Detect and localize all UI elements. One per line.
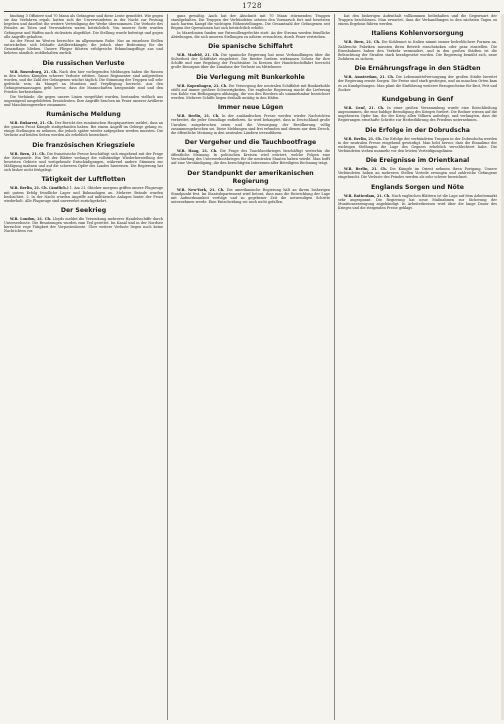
dateline: W.B. Berlin, 21. Ch. — [344, 167, 387, 172]
dateline: W.B. Amsterdam, 21. Ch. — [344, 75, 395, 80]
article-headline: Die französischen Kriegsziele — [32, 141, 135, 149]
paragraph-text: Die Versorgung der neutralen Schiffahrt mit Bunkerkohle stößt auf immer größere Schwierigkeiten. Die englische Regierung macht die Lieferung von Kohle von Bedingungen abhängig, die von den Reedern als unannehmbar bezeichnet werden. Mehrere Schiffe liegen deshalb untätig in den Häfen. — [171, 83, 330, 101]
paragraph-text: bindung 3 Offiziere und 70 Mann als Gefangene und diese Leute gemeldet. Wie gegen sie das Verfahren ergab, hatten sich die Unverwundeten in der Nacht zur Festung begeben und daselbst die weitere Verteidigung der Werke übernommen. Die Verluste des Feindes an Toten und Verwundeten waren beträchtlich. Von unserer Seite wurden Gefangene und Waffen nach rückwärts abgeführt. Die Stellung wurde befestigt und gegen alle Angriffe gehalten. — [4, 14, 163, 39]
article-headline: Italiens Kohlenvorsorgung — [371, 30, 464, 38]
article-headline: Tätigkeit der Luftflotten — [41, 176, 126, 184]
article-headline: Kundgebung in Genf — [381, 95, 454, 103]
column-2 — [171, 14, 330, 720]
paragraph-text: Die Lebensmittelversorgung der großen Städte bereitet der Regierung ernste Sorgen. Die Preise sind stark gestiegen, und an manchen Orten kam es zu Kundgebungen. Man plant die Einführung weiterer Bezugsscheine für Brot, Fett und Zucker. — [338, 75, 497, 92]
article-paragraph — [171, 149, 330, 166]
article-paragraph — [4, 121, 163, 138]
dateline: W.B. Berlin, 21. Ch. — [177, 114, 220, 119]
dateline: W.B. Berlin, 21. Ch. (Amtlich.) — [10, 186, 69, 191]
paragraph-text: Die Verbände, die gegen unsere Linien vorgeführt wurden, bestanden vielfach aus ungenügend ausgebildeten Ersatzleuten. Ihre Angriffe brachen im Feuer unserer Artillerie und Maschinengewehre zusammen. — [4, 94, 163, 107]
paragraph-text: hat den bisherigen Aufenthalt vollkommen beibehalten und die Gegenwart der Truppen beschlossen. Man erwartet, dass die Verhandlungen in den nächsten Tagen zu einem Ergebnis führen werden. — [338, 14, 497, 27]
paragraph-text: Die französische Presse beschäftigt sich eingehend mit der Frage der Kriegsziele. Ein Teil der Blätter verlangt die vollständige Wiederherstellung der besetzten Gebiete und weitgehende Entschädigungen, während andere Stimmen zur Mäßigung mahnen und auf die schweren Opfer des Landes hinweisen. Die Regierung hat sich bisher nicht festgelegt. — [4, 151, 163, 173]
column-divider — [334, 14, 335, 720]
dateline: W.B. Madrid, 21. Ch. — [177, 52, 220, 57]
article-paragraph — [338, 167, 497, 179]
article-paragraph — [338, 106, 497, 123]
paragraph-text: Die spanische Regierung hat neue Verhandlungen über die Sicherheit der Schiffahrt eingeleitet. Die Reeder fordern wirksamen Schutz für ihre Schiffe und eine Regelung der Frachtsätze. In Kreisen der Handelsschiffahrt herrscht große Besorgnis über die Zunahme der Verluste im Mittelmeer. — [171, 52, 330, 70]
paragraph-text: In Mazedonien fanden nur Patrouillengefechte statt. An der Struma wurden feindliche Abteilungen, die sich unseren Stellungen zu nähern versuchten, durch Feuer vertrieben. — [171, 30, 330, 39]
paragraph-text: Lloyds meldet die Versenkung mehrerer Handelsschiffe durch Unterseeboote. Die Besatzungen wurden zum Teil gerettet. Im Kanal und in der Nordsee herrschte rege Tätigkeit der Vorpostenboote. Über weitere Verluste liegen noch keine Nachrichten vor. — [4, 217, 163, 234]
paragraph-text: 1. Am 21. Oktober morgens griffen unsere Flugzeuge mit gutem Erfolg feindliche Lager und Bahnanlagen an. Mehrere Brände wurden beobachtet. 2. In der Nacht wurden Angriffe auf militärische Anlagen hinter der Front wiederholt. Alle Flugzeuge sind unversehrt zurückgekehrt. — [4, 186, 163, 203]
paragraph-text: Nach englischen Blättern ist die Lage auf dem Arbeitsmarkt sehr angespannt. Die Regierung hat neue Maßnahmen zur Sicherung der Munitionserzeugung angekündigt. In Arbeiterkreisen wird über die lange Dauer des Krieges und die steigenden Preise geklagt. — [338, 193, 497, 211]
article-headline: Die Ereignisse im Orientkanal — [365, 157, 470, 165]
column-divider — [167, 14, 168, 720]
column-1 — [4, 14, 163, 720]
article-headline: Englands Sorgen und Nöte — [371, 183, 464, 191]
dateline: W.B. New-York, 21. Ch. — [177, 187, 225, 192]
article-paragraph — [4, 152, 163, 173]
dateline: W.B. London, 21. Ch. — [10, 217, 52, 221]
article-paragraph — [338, 137, 497, 154]
dateline: W.B. Genf, 21. Ch. — [344, 105, 385, 110]
dateline: W.B. Rotterdam, 21. Ch. — [344, 193, 391, 198]
paragraph-text: Die Kämpfe im Orient nehmen ihren Fortgang. Unsere Verbündeten haben an mehreren Stellen Vorteile errungen und zahlreiche Gefangene eingebracht. Die Verluste des Feindes werden als sehr schwer bezeichnet. — [338, 167, 497, 180]
article-paragraph — [338, 14, 497, 26]
paragraph-text: Die Kohlennot in Italien nimmt immer bedrohlichere Formen an. Zahlreiche Fabriken mussten ihren Betrieb einschränken oder ganz einstellen. Die Eisenbahnen haben den Verkehr vermindert, und in den großen Städten ist die Beleuchtung der Straßen stark herabgesetzt worden. Die Regierung bemüht sich, neue Zufuhren zu sichern. — [338, 40, 497, 62]
article-paragraph — [171, 188, 330, 205]
paragraph-text: Nach den hier vorliegenden Meldungen haben die Russen in den letzten Kämpfen schwere Verluste erlitten. Ganze Regimenter sind aufgerieben worden, und die Zahl der Gefangenen wächst täglich. Die Stimmung der Truppen soll sehr gedrückt sein, da Mangel an Munition und Verpflegung herrscht. Aus den Gefangenenaussagen geht hervor, dass die Mannschaften kriegsmüde sind und den Frieden herbeisehnen. — [4, 69, 163, 95]
paragraph-text: An der Front im Westen herrschte im allgemeinen Ruhe. Nur an einzelnen Stellen entwickelten sich lebhafte Artilleriekämpfe, die jedoch ohne Bedeutung für die Gesamtlage blieben. Unsere Flieger führten erfolgreiche Erkundungsflüge aus und kehrten sämtlich wohlbehalten zurück. — [4, 38, 163, 56]
paragraph-text: In der ausländischen Presse werden wieder Nachrichten verbreitet, die jeder Grundlage entbehren. So wird behauptet, dass in Deutschland große Unruhen ausgebrochen seien und die Versorgung der Bevölkerung völlig zusammengebrochen sei. Diese Meldungen sind frei erfunden und dienen nur dem Zweck, die öffentliche Meinung in den neutralen Ländern irrezuführen. — [171, 114, 330, 135]
article-paragraph — [4, 95, 163, 107]
article-headline: Der Vergeher und die Tauchbootfrage — [184, 138, 317, 146]
dateline: W.B. Bern, 21. Ch. — [344, 40, 381, 45]
article-paragraph — [338, 40, 497, 61]
article-headline: Immer neue Lügen — [217, 104, 284, 112]
paragraph-text: Die Frage des Tauchbootkrieges beschäftigt weiterhin die öffentliche Meinung. In politischen Kreisen wird erörtert, welche Folgen eine Verschärfung des Unterseebootkrieges für die neutralen Staaten haben würde. Man hofft auf eine Verständigung, die den berechtigten Interessen aller Beteiligten Rechnung trägt. — [171, 148, 330, 166]
dateline: W.B. Berlin, 21. Ch. — [344, 136, 382, 141]
article-paragraph — [171, 14, 330, 31]
article-paragraph — [4, 217, 163, 234]
paragraph-text: ganz gewaltig. Auch hat der Abschnitt mit 70 Mann stürmenden Truppen standgehalten. Die Truppen der Verbündeten setzten den Vormarsch fort und besetzten nach hartem Kampf die wichtigen Höhenstellungen. Die Gesamtzahl der Gefangenen seit Beginn der Operationen hat sich beträchtlich erhöht. — [171, 14, 330, 31]
page-number: 1728 — [242, 2, 262, 10]
article-paragraph — [4, 186, 163, 203]
article-headline: Die russischen Verluste — [42, 59, 125, 67]
article-headline: Der Seekrieg — [60, 207, 107, 214]
dateline: W.B. Bukarest, 21. Ch. — [10, 120, 54, 125]
article-paragraph — [4, 39, 163, 56]
column-3 — [338, 14, 497, 720]
dateline: W.B. Kopenhagen, 21. Ch. — [177, 83, 228, 88]
article-paragraph — [171, 31, 330, 39]
dateline: W.B. Haag, 21. Ch. — [177, 148, 218, 153]
article-paragraph — [338, 75, 497, 92]
article-headline: Die Ernährungsfrage in den Städten — [354, 65, 481, 73]
paragraph-text: Der Bericht des rumänischen Hauptquartiers meldet, dass an der ganzen Front Kämpfe stattgefunden haben. Bei einem Angriff im Gebirge gelang es, einige Stellungen zu nehmen, die jedoch später wieder aufgegeben werden mussten. Die Verluste auf beiden Seiten werden als erheblich bezeichnet. — [4, 120, 163, 138]
article-headline: Rumänische Meldung — [46, 110, 121, 118]
article-paragraph — [4, 70, 163, 95]
article-paragraph — [171, 84, 330, 101]
article-headline: Der Standpunkt der amerikanischen Regierung — [187, 169, 314, 185]
article-headline: Die spanische Schiffahrt — [208, 42, 293, 50]
paragraph-text: Die amerikanische Regierung hält an ihrem bisherigen Standpunkt fest. Im Staatsdepartement wird betont, dass man die Entwicklung der Lage mit Aufmerksamkeit verfolge und zu gegebener Zeit die notwendigen Schritte unternehmen werde. Eine Entscheidung sei noch nicht gefallen. — [171, 187, 330, 205]
article-paragraph — [171, 114, 330, 135]
article-headline: Die Erfolge in der Dobrudscha — [365, 126, 470, 134]
paragraph-text: In einer großen Versammlung wurde eine Entschließung angenommen, die eine baldige Beendigung des Krieges fordert. Die Redner wiesen auf die ungeheuren Opfer hin, die der Krieg allen Völkern auferlegt, und verlangten, dass die Regierungen ernsthafte Schritte zur Herbeiführung des Friedens unternehmen. — [338, 105, 497, 123]
article-headline: Die Verlegung mit Bunkerkohle — [196, 73, 305, 81]
article-paragraph — [4, 14, 163, 39]
article-paragraph — [338, 194, 497, 211]
dateline: W.B. Rosenburg, 21. Ch. — [10, 69, 58, 74]
header-rule — [4, 11, 500, 12]
paragraph-text: Die Erfolge der verbündeten Truppen in der Dobrudscha werden in der neutralen Presse eingehend gewürdigt. Man hebt hervor, dass die Einnahme der wichtigen Stellungen die Lage des Gegners erheblich verschlechtert habe. Die Verbündeten stehen nunmehr vor den letzten Verteidigungslinien. — [338, 136, 497, 153]
dateline: W.B. Bern, 21. Ch. — [10, 151, 46, 156]
article-paragraph — [171, 53, 330, 70]
